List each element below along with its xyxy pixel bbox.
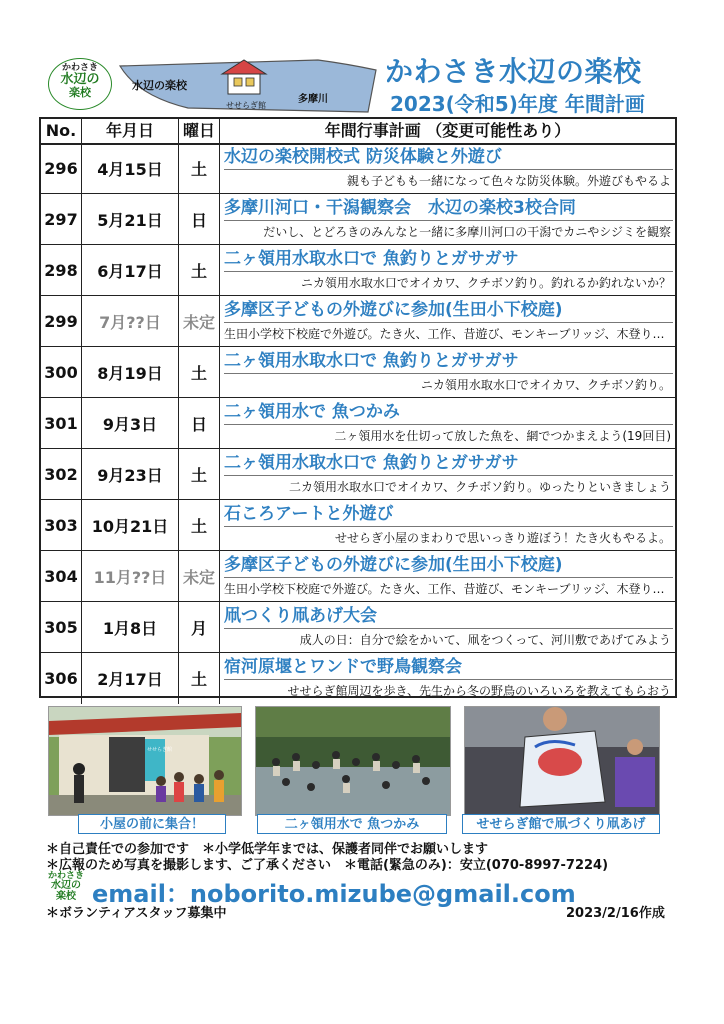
event-detail: [220, 398, 675, 448]
event-date: 7月??日: [82, 296, 179, 346]
event-detail: [220, 296, 675, 346]
event-title: 二ヶ領用水取水口で 魚釣りとガサガサ: [224, 247, 673, 272]
table-row: [41, 347, 675, 398]
table-row: [41, 500, 675, 551]
event-weekday: 土: [179, 347, 220, 397]
event-number: 299: [41, 296, 82, 346]
event-weekday: 土: [179, 449, 220, 499]
event-date: 8月19日: [82, 347, 179, 397]
event-detail: [220, 602, 675, 652]
event-weekday: 土: [179, 143, 220, 193]
event-detail: [220, 194, 675, 244]
table-row: [41, 653, 675, 704]
event-detail: [220, 347, 675, 397]
event-description: 生田小学校下校庭で外遊び。たき火、工作、昔遊び、モンキーブリッジ、木登り…: [224, 327, 665, 341]
event-detail: [220, 245, 675, 295]
event-date: 5月21日: [82, 194, 179, 244]
event-number: 297: [41, 194, 82, 244]
logo-line-3: 楽校: [69, 86, 91, 100]
event-weekday: 土: [179, 245, 220, 295]
photo-hut-gathering: [48, 706, 242, 816]
event-date: 2月17日: [82, 653, 179, 704]
event-weekday: 土: [179, 653, 220, 704]
contact-email[interactable]: email：noborito.mizube@gmail.com: [92, 880, 576, 908]
created-date: 2023/2/16作成: [566, 906, 665, 921]
event-weekday: 日: [179, 194, 220, 244]
event-description: せせらぎ館周辺を歩き、先生から冬の野鳥のいろいろを教えてもらおう: [287, 684, 671, 698]
banner-school-label: 水辺の楽校: [132, 79, 187, 92]
table-row: [41, 245, 675, 296]
svg-text:せせらぎ館: せせらぎ館: [147, 747, 173, 753]
event-number: 300: [41, 347, 82, 397]
event-number: 306: [41, 653, 82, 704]
table-row: [41, 449, 675, 500]
event-title: 二ヶ領用水取水口で 魚釣りとガサガサ: [224, 451, 673, 476]
table-header: [41, 119, 675, 145]
table-row: [41, 194, 675, 245]
event-description: 二ヶ領用水を仕切って放した魚を、網でつかまえよう(19回目): [334, 429, 671, 443]
event-title: 水辺の楽校開校式 防災体験と外遊び: [224, 145, 673, 170]
event-title: 二ヶ領用水で 魚つかみ: [224, 400, 673, 425]
footer-logo-line-3: 楽校: [56, 890, 76, 902]
event-description: ニカ領用水取水口でオイカワ、クチボソ釣り。釣れるか釣れないか？: [300, 276, 671, 290]
event-date: 6月17日: [82, 245, 179, 295]
event-detail: [220, 500, 675, 550]
table-row: [41, 551, 675, 602]
event-weekday: 月: [179, 602, 220, 652]
page-title: かわさき水辺の楽校: [385, 55, 642, 88]
event-title: 宿河原堰とワンドで野鳥観察会: [224, 655, 673, 680]
banner-river-label: 多摩川: [298, 94, 328, 105]
event-number: 296: [41, 143, 82, 193]
footer-logo: [46, 872, 86, 902]
note-line-2: ＊広報のため写真を撮影します、ご了承ください ＊電話(緊急のみ)：安立(070-8997-7224): [46, 858, 609, 873]
table-row: [41, 143, 675, 194]
logo-line-1: かわさき: [61, 63, 98, 73]
event-date: 9月3日: [82, 398, 179, 448]
event-number: 298: [41, 245, 82, 295]
table-row: [41, 398, 675, 449]
event-detail: [220, 551, 675, 601]
header-event: 年間行事計画 （変更可能性あり）: [324, 121, 571, 140]
event-title: 多摩区子どもの外遊びに参加(生田小下校庭): [224, 553, 673, 578]
event-detail: [220, 449, 675, 499]
event-description: だいし、とどろきのみんなと一緒に多摩川河口の干潟でカニやシジミを観察: [263, 225, 671, 239]
header-day: 曜日: [179, 119, 220, 143]
event-number: 304: [41, 551, 82, 601]
table-row: [41, 602, 675, 653]
event-title: 多摩区子どもの外遊びに参加(生田小下校庭): [224, 298, 673, 323]
event-title: 多摩川河口・干潟観察会 水辺の楽校3校合同: [224, 196, 673, 221]
event-description: 成人の日：自分で絵をかいて、凧をつくって、河川敷であげてみよう: [299, 633, 671, 647]
header-date: 年月日: [82, 119, 179, 143]
photo-caption-1: 小屋の前に集合！: [78, 814, 226, 834]
event-weekday: 土: [179, 500, 220, 550]
event-weekday: 日: [179, 398, 220, 448]
event-description: ニカ領用水取水口でオイカワ、クチボソ釣り。: [420, 378, 671, 392]
event-date: 1月8日: [82, 602, 179, 652]
note-line-1: ＊自己責任での参加です ＊小学低学年までは、保護者同伴でお願いします: [46, 842, 489, 857]
river-banner-illustration: [118, 56, 380, 114]
banner-hut-label: せせらぎ館: [226, 101, 266, 110]
event-weekday: 未定: [179, 296, 220, 346]
logo-line-2: 水辺の: [60, 72, 100, 88]
footer-logo-line-1: かわさき: [47, 871, 84, 881]
event-date: 9月23日: [82, 449, 179, 499]
event-number: 301: [41, 398, 82, 448]
event-date: 4月15日: [82, 143, 179, 193]
photo-caption-3: せせらぎ館で凧づくり凧あげ: [462, 814, 660, 834]
event-date: 11月??日: [82, 551, 179, 601]
event-detail: [220, 143, 675, 193]
volunteer-note: ＊ボランティアスタッフ募集中: [46, 906, 227, 921]
event-number: 305: [41, 602, 82, 652]
event-title: 石ころアートと外遊び: [224, 502, 673, 527]
event-description: せせらぎ小屋のまわりで思いっきり遊ぼう！たき火もやるよ。: [334, 531, 671, 545]
event-number: 302: [41, 449, 82, 499]
event-date: 10月21日: [82, 500, 179, 550]
event-title: 凧つくり凧あげ大会: [224, 604, 673, 629]
table-row: [41, 296, 675, 347]
photo-fish-catching: [255, 706, 451, 816]
event-title: 二ヶ領用水取水口で 魚釣りとガサガサ: [224, 349, 673, 374]
event-description: 親も子どもも一緒になって色々な防災体験。外遊びもやるよ: [346, 174, 671, 188]
photo-kite-making: [464, 706, 660, 816]
page-subtitle: 2023(令和5)年度 年間計画: [390, 92, 645, 116]
header-no: No.: [41, 119, 82, 143]
photo-caption-2: 二ヶ領用水で 魚つかみ: [257, 814, 447, 834]
footer-logo-line-2: 水辺の: [51, 880, 81, 892]
event-weekday: 未定: [179, 551, 220, 601]
event-number: 303: [41, 500, 82, 550]
event-description: 生田小学校下校庭で外遊び。たき火、工作、昔遊び、モンキーブリッジ、木登り…: [224, 582, 665, 596]
blue-sign: [145, 739, 165, 781]
event-description: 二カ領用水取水口でオイカワ、クチボソ釣り。ゆったりといきましょう: [289, 480, 671, 494]
event-detail: [220, 653, 675, 704]
annual-schedule-table: [39, 117, 677, 698]
school-logo: [48, 58, 112, 110]
